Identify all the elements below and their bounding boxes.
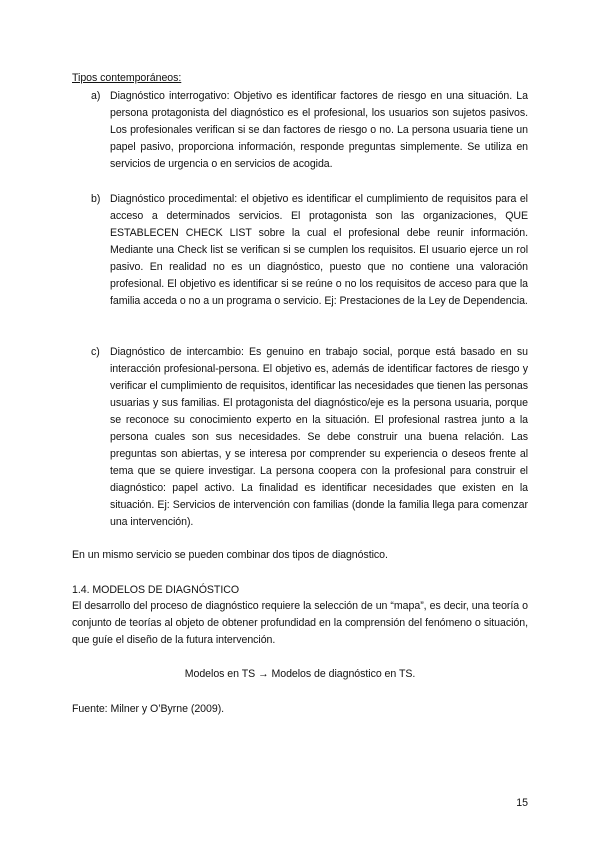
models-paragraph: El desarrollo del proceso de diagnóstico requiere la selección de un “mapa”, es decir, una teoría o conjunto de teorías al objeto de obtener profundidad en la comprensión del fenómeno o situación, que guíe el diseño de la futura intervención. <box>72 600 528 646</box>
list-marker: a) <box>91 90 101 102</box>
models-heading: 1.4. MODELOS DE DIAGNÓSTICO <box>72 584 240 596</box>
list-item-text: Diagnóstico interrogativo: Objetivo es identificar factores de riesgo en una situación. La persona protagonista del diagnóstico es el profesional, los usuarios son sujetos pasivos. Los profesionales verifican si se dan factores de riesgo o no. La persona usuaria tiene un papel pasivo, proporciona información, responde preguntas simplemente. Se utiliza en servicios de urgencia o en servicios de acogida. <box>110 90 528 170</box>
models-line: Modelos en TS → Modelos de diagnóstico en TS. <box>184 668 416 680</box>
list-marker: b) <box>91 193 101 205</box>
combine-note: En un mismo servicio se pueden combinar dos tipos de diagnóstico. <box>72 549 388 561</box>
section-heading: Tipos contemporáneos: <box>72 72 182 84</box>
list-item-text: Diagnóstico procedimental: el objetivo es identificar el cumplimiento de requisitos para el acceso a determinados servicios. El protagonista son las organizaciones, QUE ESTABLECEN CHECK LIST sobre la cual el profesional debe reunir información. Mediante una Check list se verifican si se cumplen los requisitos. El usuario ejerce un rol pasivo. En realidad no es un diagnóstico, puesto que no contiene una valoración profesional. El objetivo es identificar si se reúne o no los requisitos de acceso para que la familia acceda o no a un programa o servicio. Ej: Prestaciones de la Ley de Dependencia. <box>110 193 528 307</box>
page-number: 15 <box>516 797 528 809</box>
list-marker: c) <box>91 346 100 358</box>
source-line: Fuente: Milner y O’Byrne (2009). <box>72 703 225 715</box>
list-item-text: Diagnóstico de intercambio: Es genuino en trabajo social, porque está basado en su interacción profesional-persona. El objetivo es, además de identificar factores de riesgo y verificar el cumplimiento de requisitos, identificar las necesidades que tienen las personas usuarias y sus familias. El protagonista del diagnóstico/eje es la persona usuaria, porque se reconoce su conocimiento experto en la situación. El profesional rastrea junto a la persona cuales son sus necesidades. Se debe construir una buena relación. Las preguntas son abiertas, y se interesa por comprender su experiencia o deseos frente al tema que se quiere investigar. La persona coopera con la profesional para construir el diagnóstico: papel activo. La finalidad es identificar necesidades que existen en la situación. Ej: Servicios de intervención con familias (donde la familia llega para comenzar una intervención). <box>110 346 528 528</box>
